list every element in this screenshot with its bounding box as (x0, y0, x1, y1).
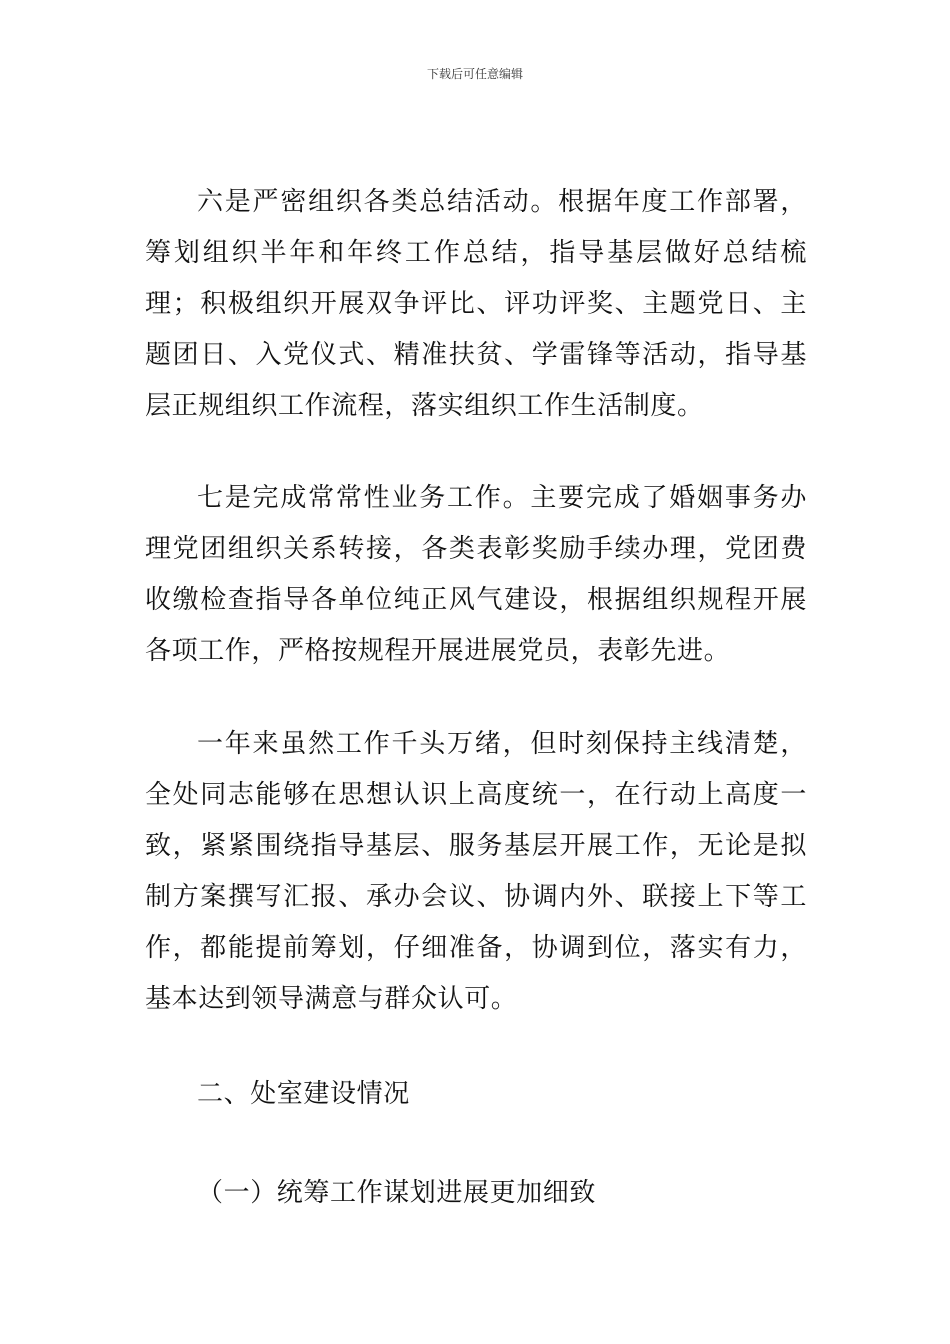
paragraph-year-review: 一年来虽然工作千头万绪，但时刻保持主线清楚，全处同志能够在思想认识上高度统一，在行动上高度一致，紧紧围绕指导基层、服务基层开展工作，无论是拟制方案撰写汇报、承办会议、协调内外、联接上下等工作，都能提前筹划，仔细准备，协调到位，落实有力，基本达到领导满意与群众认可。 (145, 729, 807, 1014)
paragraph-routine-work: 七是完成常常性业务工作。主要完成了婚姻事务办理党团组织关系转接，各类表彰奖励手续办理，党团费收缴检查指导各单位纯正风气建设，根据组织规程开展各项工作，严格按规程开展进展党员，表彰先进。 (145, 483, 807, 666)
paragraph-summary-activities: 六是严密组织各类总结活动。根据年度工作部署，筹划组织半年和年终工作总结，指导基层做好总结梳理；积极组织开展双争评比、评功评奖、主题党日、主题团日、入党仪式、精准扶贫、学雷锋等活动，指导基层正规组织工作流程，落实组织工作生活制度。 (145, 187, 807, 421)
page-header: 下载后可任意编辑 (426, 67, 523, 81)
section-heading: 二、处室建设情况 (197, 1079, 410, 1109)
subsection-heading: （一）统筹工作谋划进展更加细致 (197, 1178, 597, 1208)
